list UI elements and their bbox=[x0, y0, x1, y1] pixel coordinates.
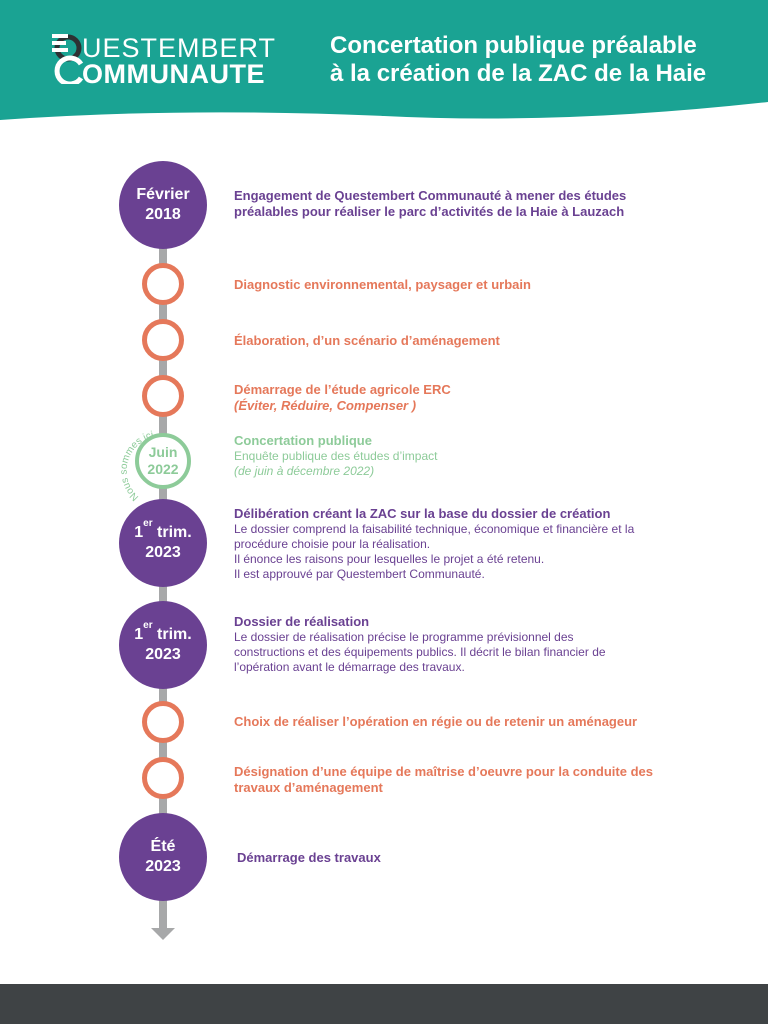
timeline-entry-choix-regie bbox=[234, 714, 654, 730]
here-label-text: Nous sommes ici bbox=[118, 429, 155, 503]
entry-desc-line: procédure choisie pour la réalisation. bbox=[234, 537, 431, 551]
timeline-entry-etude-agricole bbox=[234, 382, 654, 414]
node-label-line2: 2022 bbox=[147, 461, 179, 477]
node-trim-prefix: 1 bbox=[134, 524, 144, 541]
logo-line2: OMMUNAUTE bbox=[82, 59, 265, 89]
node-trim-suffix: trim. bbox=[152, 524, 192, 541]
node-label-line2: 2023 bbox=[145, 646, 181, 663]
svg-text:Nous sommes ici bbox=[119, 430, 155, 503]
node-label-line1: Été bbox=[150, 838, 176, 855]
entry-title: Délibération créant la ZAC sur la base du dossier de création bbox=[234, 506, 611, 521]
timeline-entry-diagnostic bbox=[234, 277, 654, 293]
timeline-node-fevrier-2018 bbox=[119, 161, 207, 249]
node-trim-sup: er bbox=[143, 619, 153, 631]
page-title bbox=[330, 32, 750, 88]
entry-desc-line: Le dossier comprend la faisabilité technique, économique et financière et la bbox=[234, 522, 635, 536]
entry-desc-line: Il est approuvé par Questembert Communauté. bbox=[234, 567, 485, 581]
timeline-entry-travaux bbox=[237, 850, 657, 866]
header-banner bbox=[0, 0, 768, 125]
entry-title: Démarrage des travaux bbox=[237, 850, 381, 865]
timeline-entry-deliberation bbox=[234, 506, 654, 582]
timeline-entry-designation bbox=[234, 764, 654, 796]
entry-title-line1: Désignation d’une équipe de maîtrise d’oeuvre pour la conduite des bbox=[234, 764, 653, 779]
timeline-node-1er-trim-2023 bbox=[119, 499, 207, 587]
logo bbox=[52, 34, 302, 90]
node-label-line2: 2023 bbox=[145, 544, 181, 561]
page-title-line1: Concertation publique préalable bbox=[330, 32, 697, 59]
timeline-entry-elaboration bbox=[234, 333, 654, 349]
timeline-arrow-icon bbox=[151, 928, 175, 940]
timeline-step-marker bbox=[142, 319, 184, 361]
node-label-line1: Février bbox=[136, 186, 190, 203]
timeline-node-ete-2023 bbox=[119, 813, 207, 901]
entry-title-line2: travaux d’aménagement bbox=[234, 780, 383, 795]
node-label-line1 bbox=[134, 619, 192, 645]
entry-desc: Enquête publique des études d’impact bbox=[234, 449, 438, 463]
page-title-line2: à la création de la ZAC de la Haie bbox=[330, 60, 707, 87]
entry-title: Choix de réaliser l’opération en régie ou de retenir un aménageur bbox=[234, 714, 638, 729]
entry-desc-line: constructions et des équipements publics. Il décrit le bilan financier de bbox=[234, 645, 606, 659]
timeline-step-marker bbox=[142, 263, 184, 305]
entry-title: Diagnostic environnemental, paysager et urbain bbox=[234, 277, 531, 292]
entry-title: Dossier de réalisation bbox=[234, 614, 370, 629]
logo-line1: UESTEMBERT bbox=[82, 33, 277, 63]
entry-title: Concertation publique bbox=[234, 433, 372, 448]
node-trim-sup: er bbox=[143, 517, 153, 529]
entry-title-line2: préalables pour réaliser le parc d’activités de la Haie à Lauzach bbox=[234, 204, 625, 219]
timeline-entry-dossier-realisation bbox=[234, 614, 654, 675]
entry-note: (de juin à décembre 2022) bbox=[234, 464, 375, 478]
timeline-node-1er-trim-2023-b bbox=[119, 601, 207, 689]
entry-desc-line: l’opération avant le démarrage des travaux. bbox=[234, 660, 465, 674]
footer-bar bbox=[0, 984, 768, 1024]
timeline-entry-concertation bbox=[234, 433, 654, 479]
entry-title: Élaboration, d’un scénario d’aménagement bbox=[234, 333, 500, 348]
entry-title-line1: Engagement de Questembert Communauté à mener des études bbox=[234, 188, 627, 203]
node-label-line1: Juin bbox=[148, 444, 178, 460]
timeline-step-marker bbox=[142, 757, 184, 799]
entry-desc-line: Il énonce les raisons pour lesquelles le projet a été retenu. bbox=[234, 552, 545, 566]
node-label-line2: 2018 bbox=[145, 206, 181, 223]
node-label-line2: 2023 bbox=[145, 858, 181, 875]
timeline-step-marker bbox=[142, 701, 184, 743]
node-label-line1 bbox=[134, 517, 192, 543]
node-trim-prefix: 1 bbox=[134, 626, 144, 643]
timeline-step-marker bbox=[142, 375, 184, 417]
entry-subtitle: (Éviter, Réduire, Compenser ) bbox=[234, 398, 417, 413]
entry-desc-line: Le dossier de réalisation précise le programme prévisionnel des bbox=[234, 630, 574, 644]
entry-title: Démarrage de l’étude agricole ERC bbox=[234, 382, 451, 397]
logo-e-mark-icon bbox=[52, 34, 82, 52]
node-trim-suffix: trim. bbox=[152, 626, 192, 643]
timeline-entry-engagement bbox=[234, 188, 654, 220]
